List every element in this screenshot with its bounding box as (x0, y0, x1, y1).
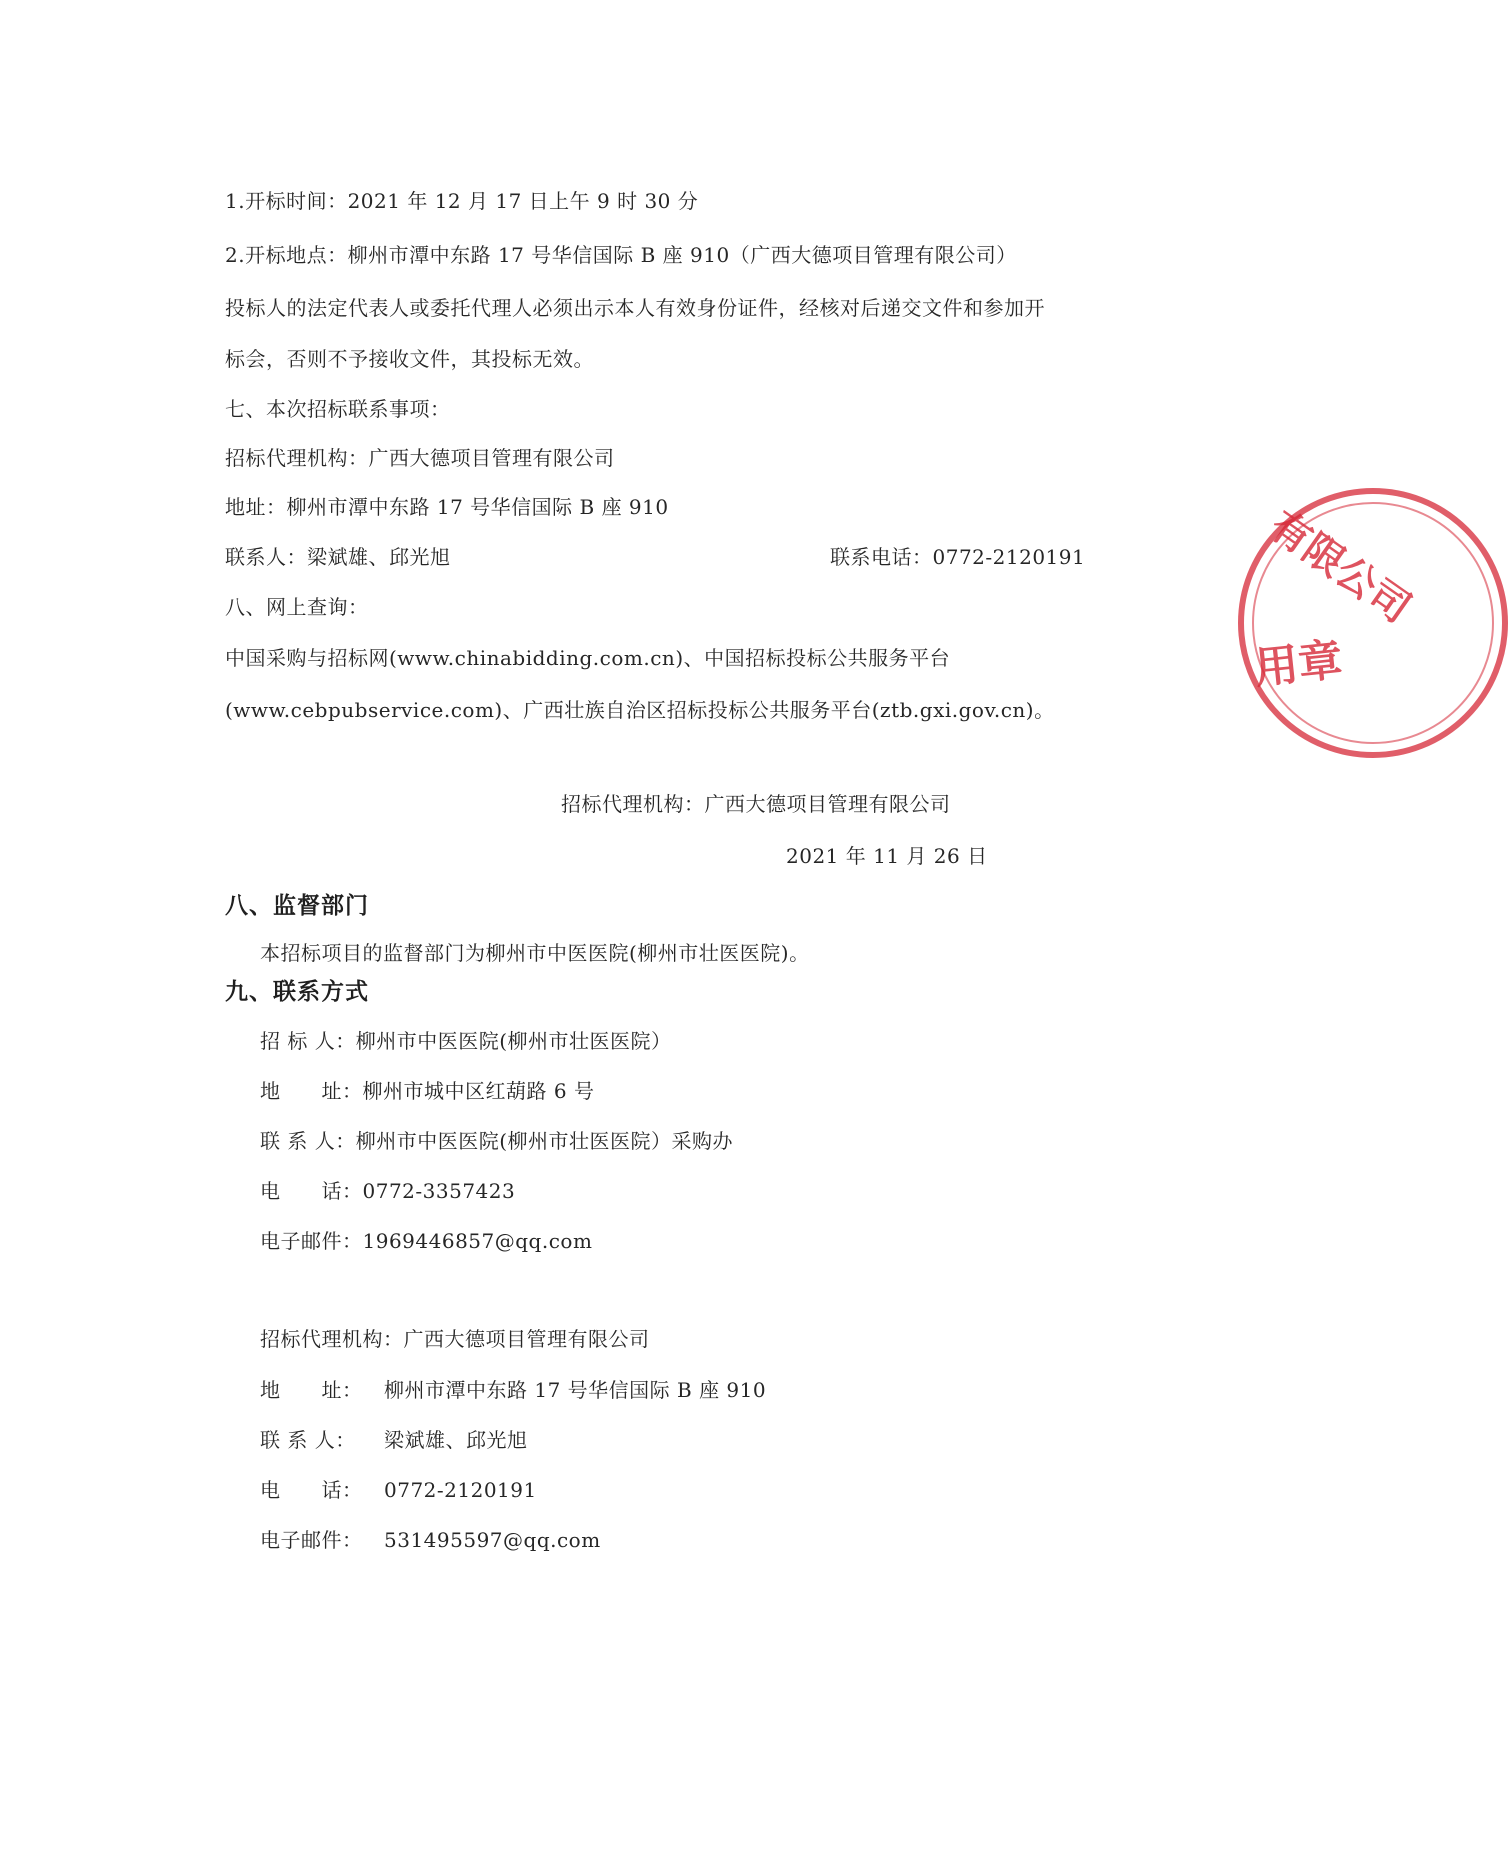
agency-value: 广西大德项目管理有限公司 (403, 1327, 650, 1351)
company-seal-stamp (1238, 488, 1508, 758)
agency-address-value: 柳州市潭中东路 17 号华信国际 B 座 910 (384, 1378, 767, 1402)
tenderer-label: 招 标 人： (260, 1029, 356, 1053)
agency-label: 招标代理机构： (260, 1327, 404, 1351)
seal-text-usage: 用章 (1252, 634, 1345, 695)
contact-phone-line: 联系电话：0772-2120191 (830, 545, 1086, 569)
online-query-title: 八、网上查询： (225, 595, 369, 619)
signature-agency: 招标代理机构：广西大德项目管理有限公司 (561, 792, 951, 816)
agency-contact-label: 联 系 人： (260, 1428, 356, 1452)
online-query-line1: 中国采购与招标网(www.chinabidding.com.cn)、中国招标投标公共服务平台 (225, 646, 951, 670)
tenderer-contact-row (260, 1128, 733, 1154)
tenderer-name-row (260, 1028, 672, 1054)
agency-email-row (260, 1527, 601, 1553)
tenderer-email-label: 电子邮件： (260, 1229, 363, 1253)
agency-email-label: 电子邮件： (260, 1528, 363, 1552)
bidder-requirement-line1: 投标人的法定代表人或委托代理人必须出示本人有效身份证件，经核对后递交文件和参加开 (225, 296, 1045, 320)
agency-address-label: 地 址： (260, 1378, 363, 1402)
tenderer-phone-row (260, 1178, 515, 1204)
agency-phone-row (260, 1477, 537, 1503)
agency-contact-row (260, 1427, 528, 1453)
agency-name-row (260, 1326, 650, 1352)
tenderer-value: 柳州市中医医院(柳州市壮医医院） (355, 1029, 672, 1053)
bidder-requirement-line2: 标会，否则不予接收文件，其投标无效。 (225, 347, 594, 371)
opening-time: 1.开标时间：2021 年 12 月 17 日上午 9 时 30 分 (225, 189, 699, 213)
tenderer-email-value[interactable]: 1969446857@qq.com (362, 1229, 593, 1253)
tenderer-address-label: 地 址： (260, 1079, 363, 1103)
agency-address-row (260, 1377, 766, 1403)
agency-email-value[interactable]: 531495597@qq.com (384, 1528, 601, 1552)
opening-location: 2.开标地点：柳州市潭中东路 17 号华信国际 B 座 910（广西大德项目管理有限公司） (225, 243, 1017, 267)
supervision-text: 本招标项目的监督部门为柳州市中医医院(柳州市壮医医院)。 (260, 941, 810, 965)
tenderer-contact-label: 联 系 人： (260, 1129, 356, 1153)
agency-name-line: 招标代理机构：广西大德项目管理有限公司 (225, 446, 615, 470)
tenderer-email-row (260, 1228, 592, 1254)
online-query-line2: (www.cebpubservice.com)、广西壮族自治区招标投标公共服务平台(ztb.gxi.gov.cn)。 (225, 698, 1055, 722)
tenderer-phone-value: 0772-3357423 (362, 1179, 516, 1203)
section-9-heading: 九、联系方式 (225, 979, 369, 1005)
signature-date: 2021 年 11 月 26 日 (786, 844, 988, 868)
tenderer-contact-value: 柳州市中医医院(柳州市壮医医院）采购办 (355, 1129, 734, 1153)
contact-section-title: 七、本次招标联系事项： (225, 397, 451, 421)
tenderer-address-row (260, 1078, 594, 1104)
section-8-heading: 八、监督部门 (225, 893, 369, 919)
tenderer-address-value: 柳州市城中区红葫路 6 号 (362, 1079, 595, 1103)
agency-contact-value: 梁斌雄、邱光旭 (384, 1428, 528, 1452)
tenderer-phone-label: 电 话： (260, 1179, 363, 1203)
seal-text-company: 有限公司 (1261, 502, 1419, 633)
contact-persons-line: 联系人：梁斌雄、邱光旭 (225, 545, 451, 569)
agency-address-line: 地址：柳州市潭中东路 17 号华信国际 B 座 910 (225, 495, 669, 519)
agency-phone-value: 0772-2120191 (384, 1478, 537, 1502)
agency-phone-label: 电 话： (260, 1478, 363, 1502)
